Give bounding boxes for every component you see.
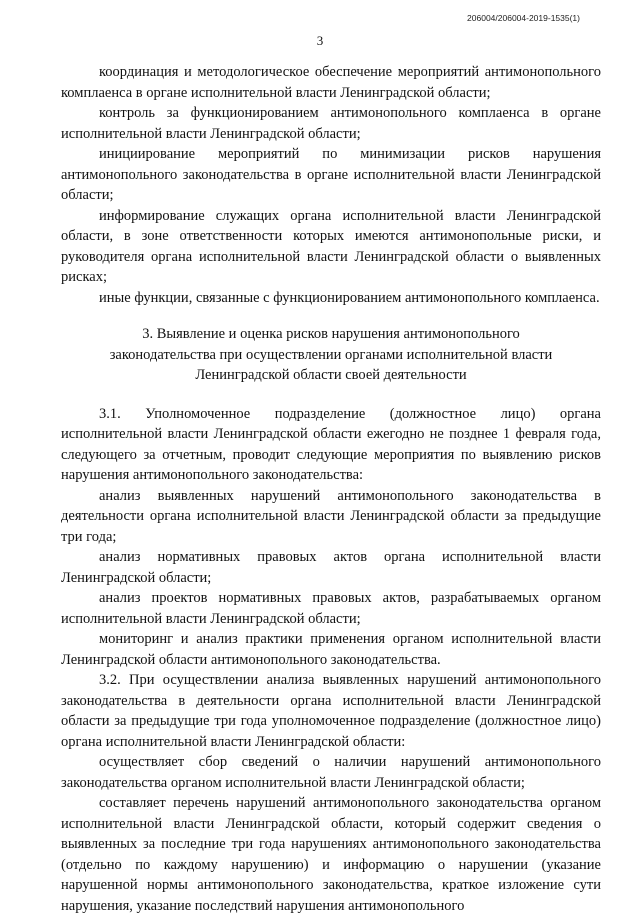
section-heading: 3. Выявление и оценка рисков нарушения антимонопольного законодательства при осуществлении органами исполнительной власти Ленинградской области своей деятельности (109, 326, 553, 383)
list-item: анализ нормативных правовых актов органа исполнительной власти Ленинградской области; (61, 549, 601, 586)
page-number: 3 (316, 33, 324, 48)
list-item: контроль за функционированием антимонопольного комплаенса в органе исполнительной власти Ленинградской области; (61, 105, 601, 142)
list-item: мониторинг и анализ практики применения органом исполнительной власти Ленинградской области антимонопольного законодательства. (61, 631, 601, 668)
list-item: осуществляет сбор сведений о наличии нарушений антимонопольного законодательства органом исполнительной власти Ленинградской области; (61, 754, 601, 791)
document-number: 206004/206004-2019-1535(1) (467, 13, 580, 23)
list-item: анализ выявленных нарушений антимонопольного законодательства в деятельности органа исполнительной власти Ленинградской области за предыдущие три года; (61, 487, 601, 545)
list-item: анализ проектов нормативных правовых актов, разрабатываемых органом исполнительной власти Ленинградской области; (61, 590, 601, 627)
document-body (61, 62, 601, 916)
list-item: информирование служащих органа исполнительной власти Ленинградской области, в зоне ответственности которых имеются антимонопольные риски, и руководителя органа исполнительной власти Ленинградской области о выявленных рисках; (61, 207, 601, 285)
paragraph: 3.1. Уполномоченное подразделение (должностное лицо) органа исполнительной власти Ленинградской области ежегодно не позднее 1 февраля года, следующего за отчетным, проводит следующие мероприятия по выявлению рисков нарушения антимонопольного законодательства: (61, 405, 601, 483)
list-item: составляет перечень нарушений антимонопольного законодательства органом исполнительной власти Ленинградской области, который содержит сведения о выявленных за последние три года нарушениях антимонопольного законодательства (отдельно по каждому нарушению) и информацию о нарушении (указание нарушенной нормы антимонопольного законодательства, краткое изложение сути нарушения, указание последствий нарушения антимонопольного (61, 795, 601, 914)
list-item: координация и методологическое обеспечение мероприятий антимонопольного комплаенса в органе исполнительной власти Ленинградской области; (61, 64, 601, 101)
list-item: иные функции, связанные с функционированием антимонопольного комплаенса. (99, 289, 600, 306)
paragraph: 3.2. При осуществлении анализа выявленных нарушений антимонопольного законодательства в деятельности органа исполнительной власти Ленинградской области за предыдущие три года уполномоченное подразделение (должностное лицо) органа исполнительной власти Ленинградской области: (61, 672, 601, 750)
list-item: инициирование мероприятий по минимизации рисков нарушения антимонопольного законодательства в органе исполнительной власти Ленинградской области; (61, 146, 601, 203)
